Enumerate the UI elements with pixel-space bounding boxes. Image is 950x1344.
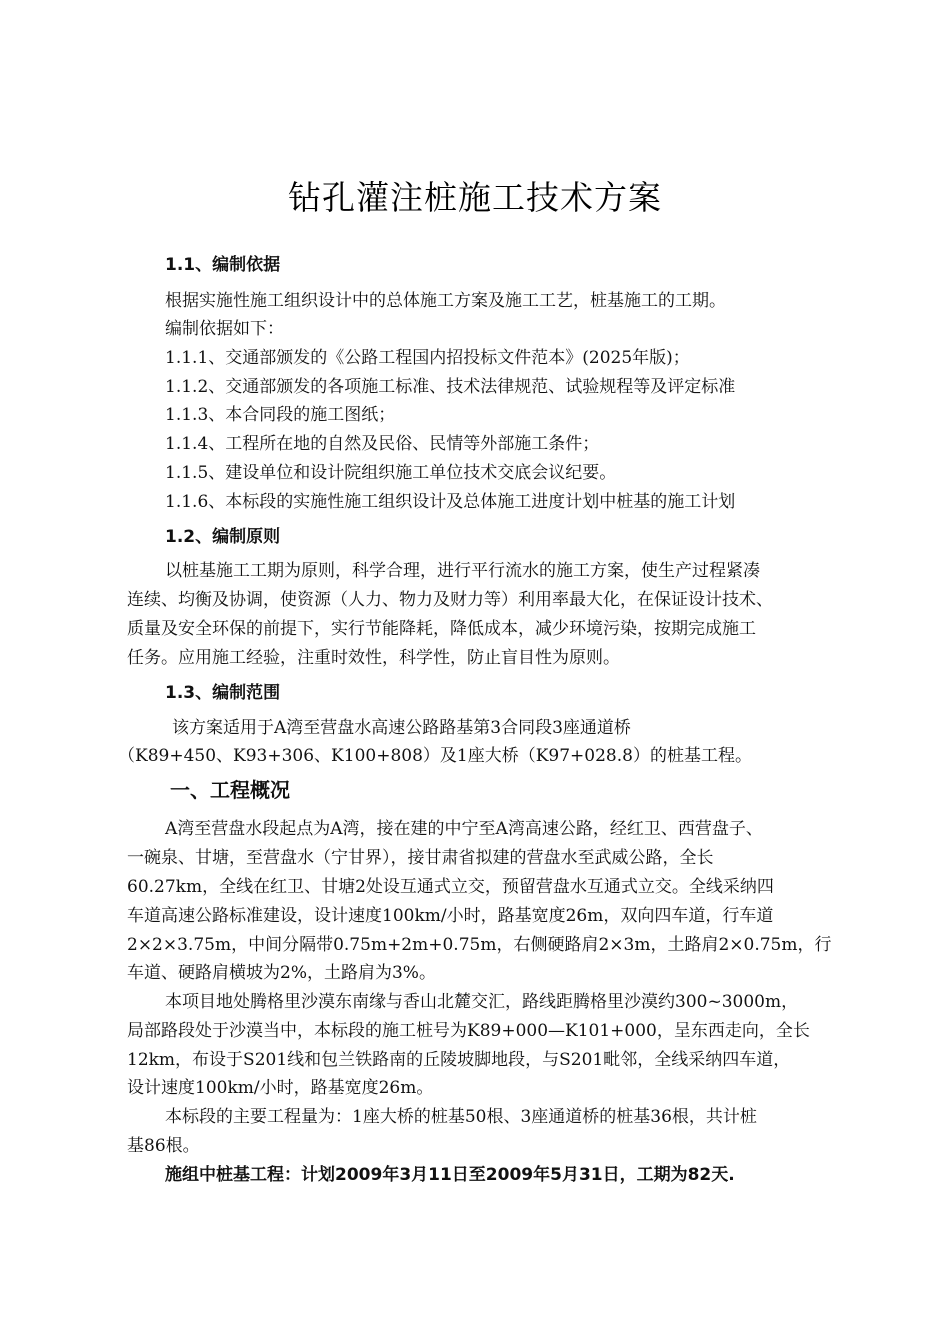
paragraph: 根据实施性施工组织设计中的总体施工方案及施工工艺，桩基施工的工期。 [165,291,726,311]
paragraph-line: 局部路段处于沙漠当中，本标段的施工桩号为K89+000—K101+000，呈东西走向，全长 [127,1021,810,1041]
paragraph-line: 本项目地处腾格里沙漠东南缘与香山北麓交汇，路线距腾格里沙漠约300~3000m， [165,992,799,1012]
paragraph-line: 设计速度100km/小时，路基宽度26m。 [127,1078,434,1098]
paragraph-line: 本标段的主要工程量为：1座大桥的桩基50根、3座通道桥的桩基36根，共计桩 [165,1107,757,1127]
paragraph-line: 12km，布设于S201线和包兰铁路南的丘陵坡脚地段，与S201毗邻，全线采纳四车道， [127,1050,791,1070]
list-item: 1.1.5、建设单位和设计院组织施工单位技术交底会议纪要。 [165,463,617,483]
paragraph-line: 60.27km，全线在红卫、甘塘2处设互通式立交，预留营盘水互通式立交。全线采纳四 [127,877,774,897]
paragraph-line: 质量及安全环保的前提下，实行节能降耗，降低成本，减少环境污染，按期完成施工 [127,619,756,639]
section-heading-1-1: 1.1、编制依据 [165,255,281,275]
paragraph-line: 基86根。 [127,1136,200,1156]
paragraph-line: 车道、硬路肩横坡为2%，土路肩为3%。 [127,963,436,983]
paragraph-line: （K89+450、K93+306、K100+808）及1座大桥（K97+028.8）的桩基工程。 [118,746,752,766]
list-item: 1.1.3、本合同段的施工图纸； [165,405,396,425]
section-heading-overview: 一、工程概况 [170,778,290,802]
paragraph-line: 车道高速公路标准建设，设计速度100km/小时，路基宽度26m，双向四车道，行车道 [127,906,774,926]
paragraph-line: 该方案适用于A湾至营盘水高速公路路基第3合同段3座通道桥 [172,718,631,738]
list-item: 1.1.6、本标段的实施性施工组织设计及总体施工进度计划中桩基的施工计划 [165,492,736,512]
page-title: 钻孔灌注桩施工技术方案 [288,178,662,217]
section-heading-1-2: 1.2、编制原则 [165,527,281,547]
list-item: 1.1.4、工程所在地的自然及民俗、民情等外部施工条件； [165,434,600,454]
list-item: 1.1.2、交通部颁发的各项施工标准、技术法律规范、试验规程等及评定标准 [165,377,736,397]
section-heading-1-3: 1.3、编制范围 [165,683,281,703]
paragraph-line: A湾至营盘水段起点为A湾，接在建的中宁至A湾高速公路，经红卫、西营盘子、 [165,819,763,839]
paragraph-line: 以桩基施工工期为原则，科学合理，进行平行流水的施工方案，使生产过程紧凑 [165,561,760,581]
paragraph-line: 一碗泉、甘塘，至营盘水（宁甘界），接甘肃省拟建的营盘水至武威公路，全长 [127,848,714,868]
paragraph: 编制依据如下： [165,319,284,339]
paragraph-line: 2×2×3.75m，中间分隔带0.75m+2m+0.75m，右侧硬路肩2×3m，土路肩2×0.75m，行 [127,935,832,955]
paragraph-line: 连续、均衡及协调，使资源（人力、物力及财力等）利用率最大化，在保证设计技术、 [127,590,773,610]
paragraph-line: 任务。应用施工经验，注重时效性，科学性，防止盲目性为原则。 [127,648,620,668]
list-item: 1.1.1、交通部颁发的《公路工程国内招投标文件范本》(2025年版)； [165,348,690,368]
schedule-summary: 施组中桩基工程：计划2009年3月11日至2009年5月31日，工期为82天. [165,1165,735,1185]
